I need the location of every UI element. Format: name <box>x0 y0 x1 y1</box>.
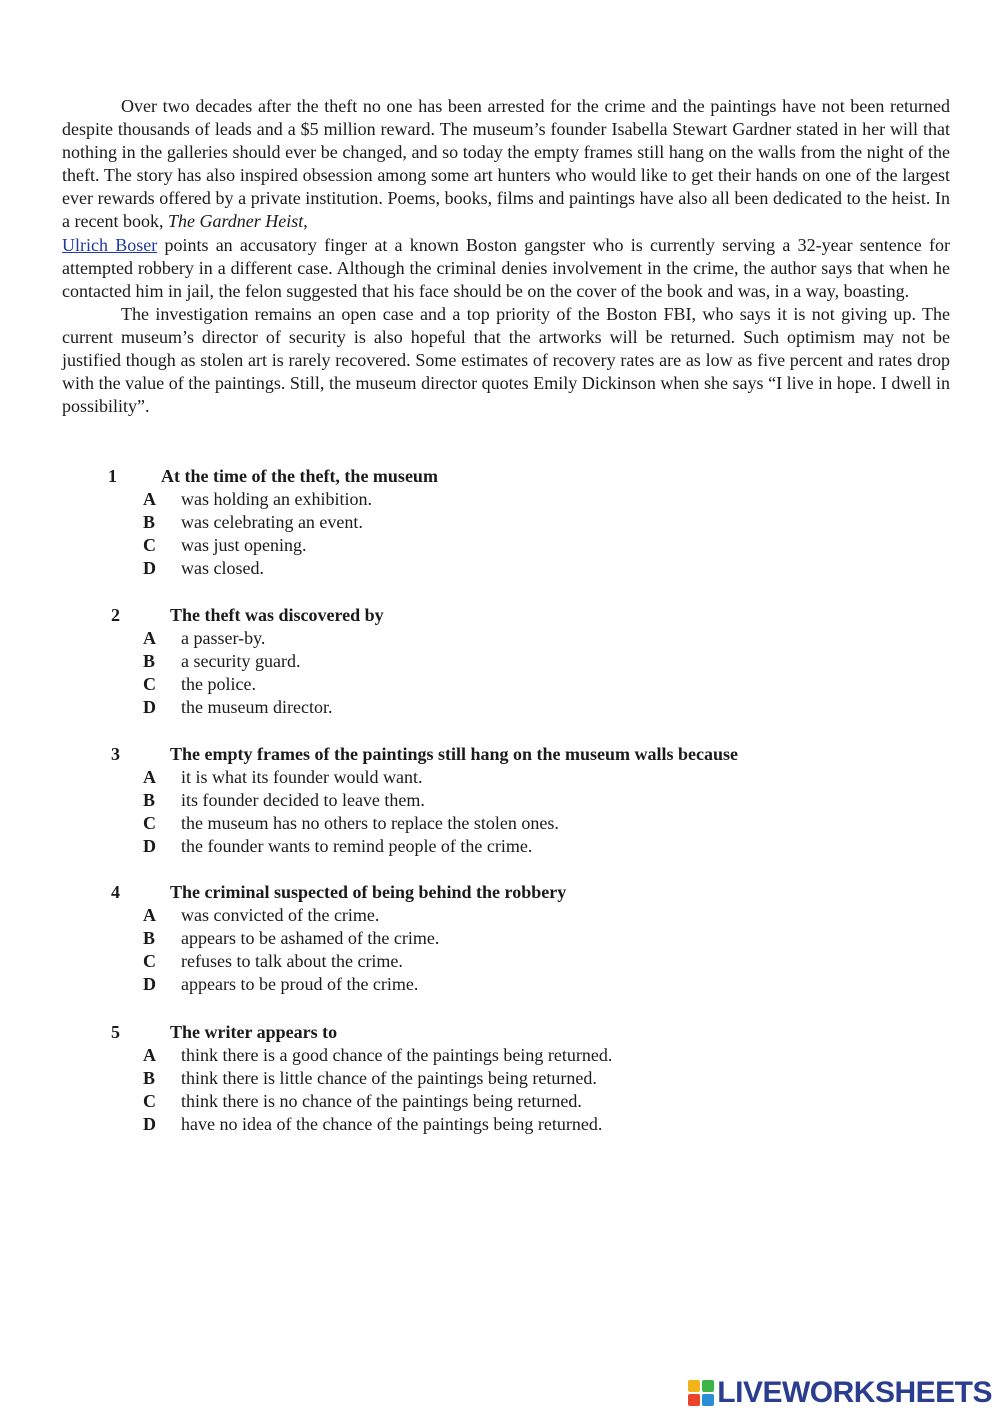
logo-square <box>702 1394 714 1406</box>
brand-wordmark: LIVEWORKSHEETS <box>717 1376 992 1409</box>
option-text: was convicted of the crime. <box>181 905 380 925</box>
answer-option[interactable] <box>0 928 1000 951</box>
option-letter: C <box>143 951 156 972</box>
answer-option[interactable] <box>0 974 1000 997</box>
passage-paragraph-2: The investigation remains an open case and a top priority of the Boston FBI, who says it is not giving up. The current museum’s director of security is also hopeful that the artworks will be returned. Such optimism may not be justified though as stolen art is rarely recovered. Some estimates of recovery rates are as low as five percent and rates drop with the value of the paintings. Still, the museum director quotes Emily Dickinson when she says “I live in hope. I dwell in possibility”. <box>62 303 950 417</box>
option-letter: A <box>143 905 156 925</box>
answer-option[interactable] <box>0 489 1000 512</box>
answer-option[interactable] <box>0 905 1000 928</box>
question-1 <box>0 466 1000 581</box>
option-text: its founder decided to leave them. <box>181 790 425 811</box>
option-letter: A <box>143 628 156 648</box>
option-text: a passer-by. <box>181 628 266 648</box>
option-letter: C <box>143 813 156 834</box>
author-link[interactable]: Ulrich Boser <box>62 234 158 255</box>
question-4 <box>0 882 1000 997</box>
option-text: have no idea of the chance of the paintings being returned. <box>181 1114 603 1135</box>
option-letter: C <box>143 535 156 556</box>
option-text: a security guard. <box>181 651 301 672</box>
option-letter: A <box>143 489 156 509</box>
option-letter: B <box>143 928 156 949</box>
option-text: think there is a good chance of the paintings being returned. <box>181 1045 613 1065</box>
option-text: was closed. <box>181 558 264 579</box>
option-text: was celebrating an event. <box>181 512 363 533</box>
question-5 <box>0 1022 1000 1137</box>
option-text: appears to be ashamed of the crime. <box>181 928 440 949</box>
question-number: 4 <box>111 882 120 902</box>
option-letter: B <box>143 651 156 672</box>
option-text: it is what its founder would want. <box>181 767 423 787</box>
option-text: the founder wants to remind people of the crime. <box>181 836 533 857</box>
answer-option[interactable] <box>0 767 1000 790</box>
liveworksheets-brand[interactable] <box>688 1376 992 1410</box>
option-letter: B <box>143 790 156 811</box>
question-stem: The criminal suspected of being behind the robbery <box>170 882 567 902</box>
option-text: the museum director. <box>181 697 333 718</box>
question-3 <box>0 744 1000 859</box>
answer-option[interactable] <box>0 674 1000 697</box>
option-text: think there is little chance of the paintings being returned. <box>181 1068 597 1089</box>
option-text: think there is no chance of the paintings being returned. <box>181 1091 582 1112</box>
option-text: appears to be proud of the crime. <box>181 974 419 995</box>
option-letter: D <box>143 974 156 995</box>
question-stem: The empty frames of the paintings still hang on the museum walls because <box>170 744 739 764</box>
answer-option[interactable] <box>0 1091 1000 1114</box>
book-title: The Gardner Heist <box>167 211 304 232</box>
option-text: the police. <box>181 674 256 695</box>
answer-option[interactable] <box>0 790 1000 813</box>
option-text: was just opening. <box>181 535 307 556</box>
question-number: 3 <box>111 744 120 764</box>
option-letter: A <box>143 1045 156 1065</box>
option-text: the museum has no others to replace the stolen ones. <box>181 813 559 834</box>
question-number: 1 <box>108 466 117 486</box>
answer-option[interactable] <box>0 813 1000 836</box>
answer-option[interactable] <box>0 1068 1000 1091</box>
answer-option[interactable] <box>0 558 1000 581</box>
option-text: refuses to talk about the crime. <box>181 951 403 972</box>
answer-option[interactable] <box>0 512 1000 535</box>
question-stem: The writer appears to <box>170 1022 338 1042</box>
answer-option[interactable] <box>0 836 1000 859</box>
option-letter: B <box>143 512 156 533</box>
question-stem: The theft was discovered by <box>170 605 384 625</box>
logo-square <box>688 1394 700 1406</box>
question-number: 5 <box>111 1022 120 1042</box>
option-letter: C <box>143 674 156 695</box>
reading-passage <box>62 95 950 418</box>
logo-square <box>688 1380 700 1392</box>
option-letter: D <box>143 836 156 857</box>
liveworksheets-logo-icon <box>688 1380 714 1406</box>
option-letter: A <box>143 767 156 787</box>
answer-option[interactable] <box>0 697 1000 720</box>
answer-option[interactable] <box>0 628 1000 651</box>
option-letter: C <box>143 1091 156 1112</box>
option-letter: D <box>143 697 156 718</box>
option-letter: B <box>143 1068 156 1089</box>
passage-paragraph-1: Over two decades after the theft no one has been arrested for the crime and the paintings have not been returned despite thousands of leads and a $5 million reward. The museum’s founder Isabella Stewart Gardner stated in her will that nothing in the galleries should ever be changed, and so today the empty frames still hang on the walls from the night of the theft. The story has also inspired obsession among some art hunters who would like to get their hands on one of the largest ever rewards offered by a private institution. Poems, books, films and paintings have also all been dedicated to the heist. In a recent book, The Gardner Heist, Ulrich Boser points an accusatory finger at a known Boston gangster who is currently serving a 32-year sentence for attempted robbery in a different case. Although the criminal denies involvement in the crime, the author says that when he contacted him in jail, the felon suggested that his face should be on the cover of the book and was, in a way, boasting. <box>62 96 950 301</box>
answer-option[interactable] <box>0 1045 1000 1068</box>
answer-option[interactable] <box>0 951 1000 974</box>
answer-option[interactable] <box>0 535 1000 558</box>
logo-square <box>702 1380 714 1392</box>
answer-option[interactable] <box>0 1114 1000 1137</box>
option-text: was holding an exhibition. <box>181 489 372 509</box>
question-stem: At the time of the theft, the museum <box>161 466 438 486</box>
option-letter: D <box>143 1114 156 1135</box>
answer-option[interactable] <box>0 651 1000 674</box>
question-number: 2 <box>111 605 120 625</box>
question-2 <box>0 605 1000 720</box>
option-letter: D <box>143 558 156 579</box>
